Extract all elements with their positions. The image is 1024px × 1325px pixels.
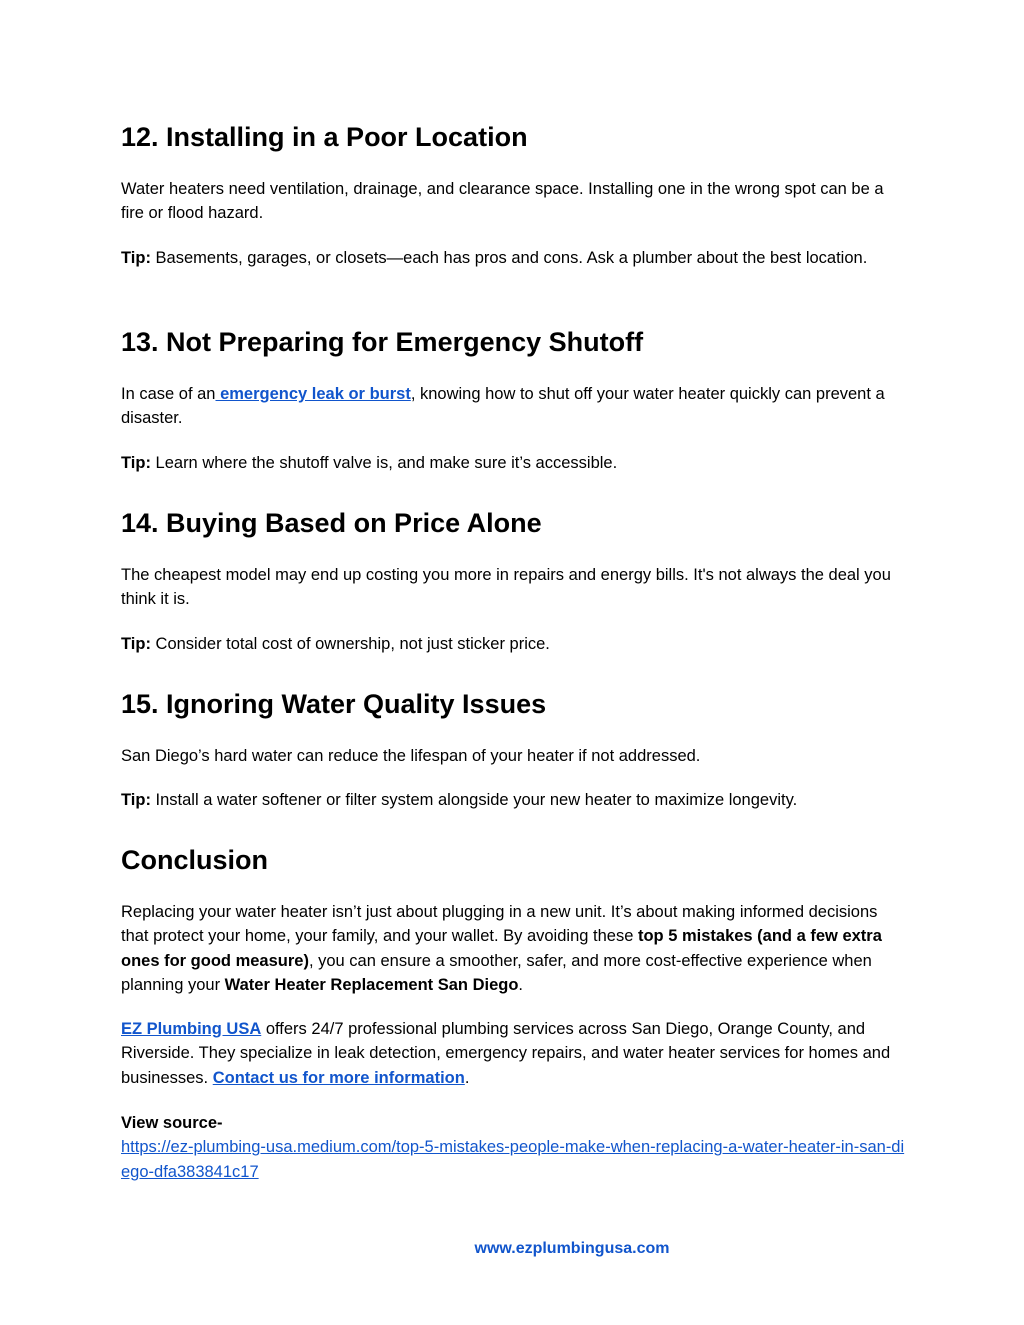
tip-paragraph: Tip: Basements, garages, or closets—each has pros and cons. Ask a plumber about the best location. — [121, 249, 868, 267]
tip-label: Tip: — [121, 635, 151, 653]
section-body: In case of an emergency leak or burst, knowing how to shut off your water heater quickly can prevent a disaster. — [121, 385, 885, 428]
section-heading: 12. Installing in a Poor Location — [121, 122, 528, 152]
tip-paragraph: Tip: Consider total cost of ownership, not just sticker price. — [121, 635, 550, 653]
ez-plumbing-link[interactable]: EZ Plumbing USA — [121, 1020, 262, 1038]
tip-paragraph: Tip: Learn where the shutoff valve is, and make sure it’s accessible. — [121, 454, 618, 472]
emergency-leak-link[interactable]: emergency leak or burst — [215, 385, 411, 403]
tip-label: Tip: — [121, 249, 151, 267]
conclusion-paragraph: Replacing your water heater isn’t just about plugging in a new unit. It’s about making informed decisions that protect your home, your family, and your wallet. By avoiding these top 5 mistakes (and a few extra ones for good measure), you can ensure a smoother, safer, and more cost-effective experience when planning your Water Heater Replacement San Diego. — [121, 903, 882, 994]
section-body: San Diego’s hard water can reduce the lifespan of your heater if not addressed. — [121, 747, 701, 765]
source-url-link[interactable]: https://ez-plumbing-usa.medium.com/top-5-mistakes-people-make-when-replacing-a-water-heater-in-san-diego-dfa383841c17 — [121, 1138, 905, 1181]
company-paragraph: EZ Plumbing USA offers 24/7 professional plumbing services across San Diego, Orange County, and Riverside. They specialize in leak detection, emergency repairs, and water heater services for homes and businesses. Contact us for more information. — [121, 1020, 891, 1087]
section-heading: 15. Ignoring Water Quality Issues — [121, 689, 547, 719]
source-paragraph — [121, 1111, 906, 1184]
tip-paragraph: Tip: Install a water softener or filter system alongside your new heater to maximize longevity. — [121, 791, 798, 809]
tip-label: Tip: — [121, 454, 151, 472]
contact-link[interactable]: Contact us for more information — [212, 1068, 465, 1087]
conclusion-heading: Conclusion — [121, 845, 268, 875]
source-label: View source- — [121, 1114, 223, 1132]
tip-label: Tip: — [121, 791, 151, 809]
section-body: Water heaters need ventilation, drainage, and clearance space. Installing one in the wrong spot can be a fire or flood hazard. — [121, 180, 884, 223]
section-heading: 14. Buying Based on Price Alone — [121, 508, 542, 538]
section-heading: 13. Not Preparing for Emergency Shutoff — [121, 327, 644, 357]
section-body: The cheapest model may end up costing you more in repairs and energy bills. It's not always the deal you think it is. — [121, 566, 891, 609]
footer-website: www.ezplumbingusa.com — [474, 1240, 670, 1257]
